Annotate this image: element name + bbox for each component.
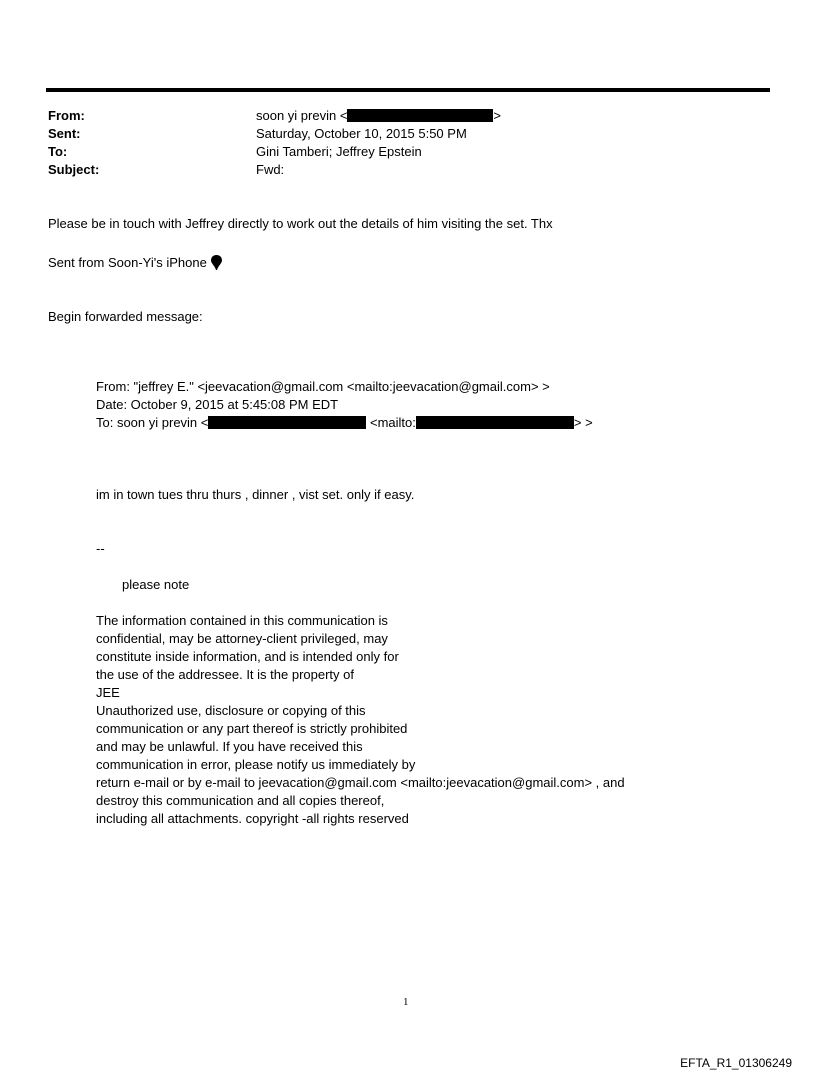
disclaimer-line: communication in error, please notify us immediately by bbox=[96, 757, 416, 772]
disclaimer-line: constitute inside information, and is intended only for bbox=[96, 649, 399, 664]
disclaimer-line: including all attachments. copyright -all rights reserved bbox=[96, 811, 409, 826]
to-label: To: bbox=[48, 144, 68, 159]
forwarded-to-suffix: > > bbox=[573, 415, 593, 430]
from-value-suffix: > bbox=[493, 108, 502, 123]
disclaimer-line: The information contained in this communication is bbox=[96, 613, 388, 628]
disclaimer-line: Unauthorized use, disclosure or copying of this bbox=[96, 703, 366, 718]
note-title: please note bbox=[122, 577, 190, 592]
forwarded-message: im in town tues thru thurs , dinner , vist set. only if easy. bbox=[96, 487, 415, 502]
map-pin-icon bbox=[211, 255, 222, 275]
signature-line bbox=[48, 254, 222, 275]
disclaimer-line: confidential, may be attorney-client privileged, may bbox=[96, 631, 388, 646]
header-divider bbox=[46, 88, 770, 92]
subject-value: Fwd: bbox=[256, 162, 285, 177]
sent-value: Saturday, October 10, 2015 5:50 PM bbox=[256, 126, 467, 141]
message-body: Please be in touch with Jeffrey directly to work out the details of him visiting the set. Thx bbox=[48, 216, 553, 231]
subject-label: Subject: bbox=[48, 162, 100, 177]
disclaimer-line: and may be unlawful. If you have received this bbox=[96, 739, 363, 754]
signature-separator: -- bbox=[96, 541, 105, 556]
redaction-bar bbox=[208, 416, 366, 429]
from-label: From: bbox=[48, 108, 85, 123]
disclaimer-line: JEE bbox=[96, 685, 120, 700]
forwarded-date: Date: October 9, 2015 at 5:45:08 PM EDT bbox=[96, 397, 339, 412]
forwarded-to-prefix: To: soon yi previn < bbox=[96, 415, 209, 430]
document-id: EFTA_R1_01306249 bbox=[680, 1056, 792, 1070]
signature-text: Sent from Soon-Yi's iPhone bbox=[48, 255, 207, 270]
from-value-prefix: soon yi previn < bbox=[256, 108, 348, 123]
redaction-bar bbox=[347, 109, 493, 122]
forwarded-to-mailto: <mailto: bbox=[370, 415, 416, 430]
disclaimer-line: return e-mail or by e-mail to jeevacation@gmail.com <mailto:jeevacation@gmail.com> , and bbox=[96, 775, 625, 790]
from-value bbox=[256, 107, 501, 125]
forward-intro: Begin forwarded message: bbox=[48, 309, 203, 324]
page-number: 1 bbox=[403, 996, 409, 1008]
disclaimer-line: the use of the addressee. It is the property of bbox=[96, 667, 354, 682]
disclaimer-line: communication or any part thereof is strictly prohibited bbox=[96, 721, 408, 736]
sent-label: Sent: bbox=[48, 126, 81, 141]
disclaimer-line: destroy this communication and all copies thereof, bbox=[96, 793, 385, 808]
forwarded-from: From: "jeffrey E." <jeevacation@gmail.com <mailto:jeevacation@gmail.com> > bbox=[96, 379, 550, 394]
to-value: Gini Tamberi; Jeffrey Epstein bbox=[256, 144, 422, 159]
forwarded-to bbox=[96, 414, 593, 432]
redaction-bar bbox=[416, 416, 574, 429]
